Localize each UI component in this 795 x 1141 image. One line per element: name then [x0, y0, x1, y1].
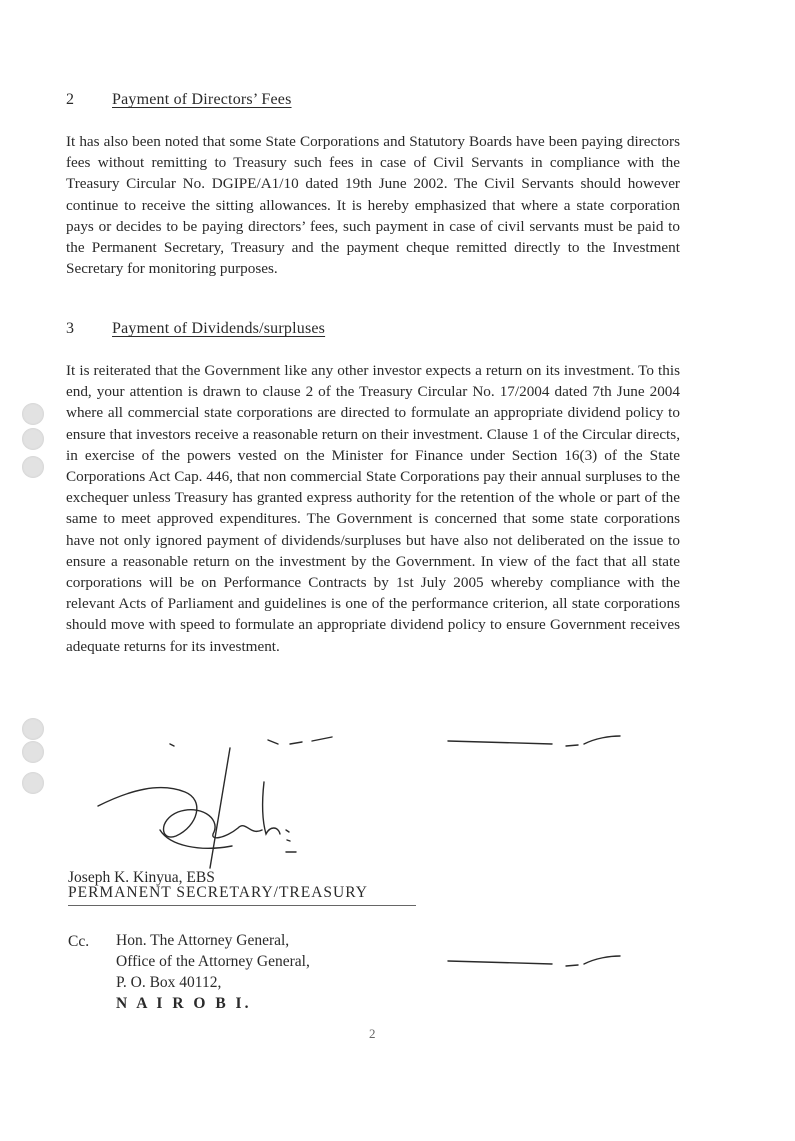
signatory-title: PERMANENT SECRETARY/TREASURY	[68, 884, 416, 906]
section-3-number: 3	[66, 320, 75, 337]
cc-label: Cc.	[68, 933, 90, 950]
cc-line: N A I R O B I.	[116, 995, 252, 1012]
cc-line: Hon. The Attorney General,	[116, 932, 290, 949]
section-2-title: Payment of Directors’ Fees	[112, 91, 292, 108]
section-3-body: It is reiterated that the Government like any other investor expects a return on its investment. To this end, your attention is drawn to clause 2 of the Treasury Circular No. 17/2004 dated 7th June 2004 where all commercial state corporations are directed to formulate an appropriate dividend policy to ensure that investors receive a reasonable return on their investment. Clause 1 of the Circular directs, in exercise of the powers vested on the Minister for Finance under Section 16(3) of the State Corporations Act Cap. 446, that non commercial State Corporations pay their annual surpluses to the exchequer unless Treasury has granted express authority for the retention of the whole or part of the same to meet approved expenditures. The Government is concerned that some state corporations have not only ignored payment of dividends/surpluses but have also not deliberated on the issue to ensure a reasonable return on the investment by the Government. In view of the fact that all state corporations will be on Performance Contracts by 1st July 2005 whereby compliance with the relevant Acts of Parliament and guidelines is one of the performance criterion, all state corporations should move with speed to formulate an appropriate dividend policy to ensure Government receives adequate returns for its investment.	[66, 362, 680, 655]
cc-address	[116, 930, 310, 1014]
section-3-title: Payment of Dividends/surpluses	[112, 320, 326, 337]
cc-line: P. O. Box 40112,	[116, 974, 222, 991]
section-2-body: It has also been noted that some State Corporations and Statutory Boards have been paying directors fees without remitting to Treasury such fees in case of Civil Servants in compliance with the Treasury Circular No. DGIPE/A1/10 dated 19th June 2002. The Civil Servants should however continue to receive the sitting allowances. It is hereby emphasized that where a state corporation pays or decides to be paying directors’ fees, such payment in case of civil servants must be paid to the Permanent Secretary, Treasury and the payment cheque remitted directly to the Investment Secretary for monitoring purposes.	[66, 133, 680, 278]
signatory-name: Joseph K. Kinyua, EBS	[68, 869, 215, 886]
page-number: 2	[369, 1026, 376, 1041]
section-2-number: 2	[66, 91, 75, 108]
cc-line: Office of the Attorney General,	[116, 953, 310, 970]
